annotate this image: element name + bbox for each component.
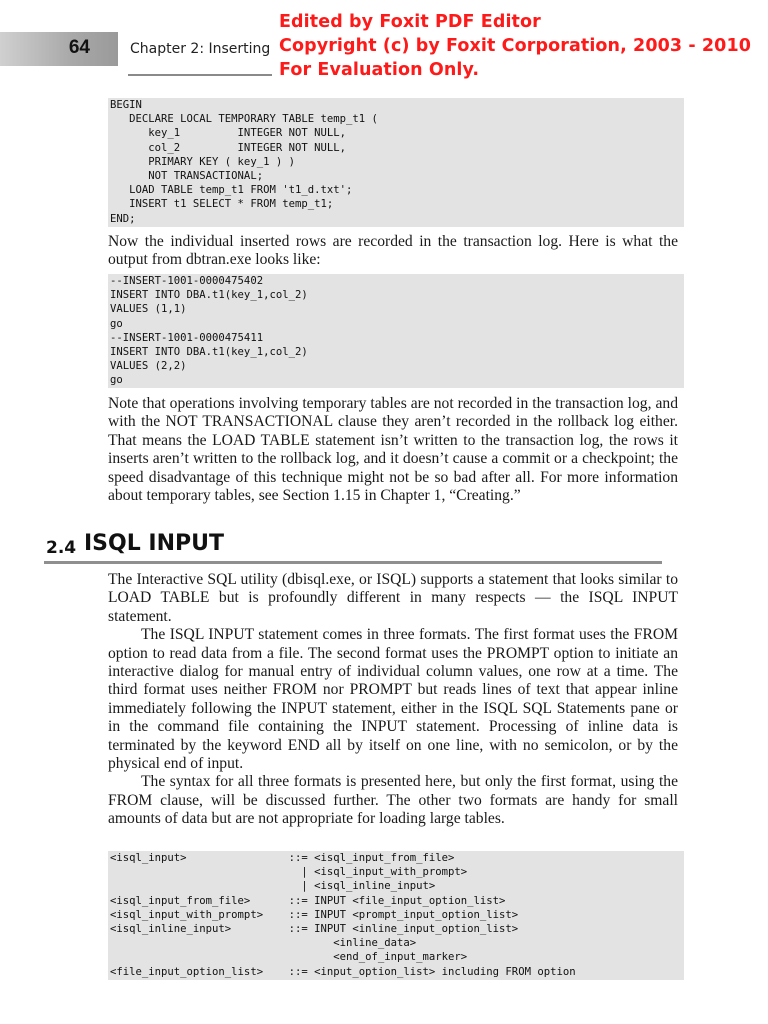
code-text: <isql_input> ::= <isql_input_from_file> | <isql_input_with_prompt> | <isql_inline_input> <isql_input_from_file> ::= INPUT <file_input_option_list> <isql_input_with_prompt> ::= INPUT <prompt_input_option_list> <isql_inline_input> ::= INPUT <inline_input_option_list> <inline_data> <end_of_input_marker> <file_input_option_list> ::= <input_option_list> including FROM option [110, 852, 576, 978]
code-block-temp-table [108, 98, 684, 227]
paragraph-text: Now the individual inserted rows are recorded in the transaction log. Here is what the output from dbtran.exe looks like: [108, 233, 678, 269]
section-number: 2.4 [46, 538, 77, 558]
running-head: Chapter 2: Inserting [130, 41, 271, 57]
code-text: BEGIN DECLARE LOCAL TEMPORARY TABLE temp_t1 ( key_1 INTEGER NOT NULL, col_2 INTEGER NOT NULL, PRIMARY KEY ( key_1 ) ) NOT TRANSACTIONAL; LOAD TABLE temp_t1 FROM 't1_d.txt'; INSERT t1 SELECT * FROM temp_t1; END; [110, 99, 378, 225]
watermark-line-3: For Evaluation Only. [279, 60, 480, 80]
section-rule [44, 561, 662, 564]
page-number-tab [0, 32, 118, 66]
paragraph-text: Note that operations involving temporary tables are not recorded in the transaction log, and with the NOT TRANSACTIONAL clause they aren’t recorded in the rollback log either. That means the LOAD TABLE statement isn’t written to the transaction log, the rows it inserts aren’t written to the rollback log, and it doesn’t cause a commit or a checkpoint; the speed disadvantage of this technique might not be so bad after all. For more information about temporary tables, see Section 1.15 in Chapter 1, “Creating.” [108, 395, 678, 505]
paragraph-intro: The Interactive SQL utility (dbisql.exe, or ISQL) supports a statement that looks similar to LOAD TABLE but is profoundly different in many respects — the ISQL INPUT statement. [108, 571, 678, 625]
paragraph-syntax: The syntax for all three formats is presented here, but only the first format, using the FROM clause, will be discussed further. The other two formats are handy for small amounts of data but are not appropriate for loading large tables. [108, 773, 678, 828]
running-head-rule [128, 74, 272, 76]
paragraph-transaction-log [108, 233, 678, 270]
section-title: ISQL INPUT [84, 531, 225, 556]
code-block-dbtran-output [108, 274, 684, 388]
paragraph-formats: The ISQL INPUT statement comes in three formats. The first format uses the FROM option to read data from a file. The second format uses the PROMPT option to initiate an interactive dialog for manual entry of individual column values, one row at a time. The third format uses neither FROM nor PROMPT but reads lines of text that appear inline immediately following the INPUT statement, either in the ISQL SQL Statements pane or in the command file containing the INPUT statement. Processing of inline data is terminated by the keyword END all by itself on one line, with no semicolon, or by the physical end of input. [108, 626, 678, 773]
code-block-isql-syntax [108, 851, 684, 980]
foxit-watermark [279, 10, 751, 82]
page-number: 64 [68, 37, 90, 58]
code-text: --INSERT-1001-0000475402 INSERT INTO DBA.t1(key_1,col_2) VALUES (1,1) go --INSERT-1001-0000475411 INSERT INTO DBA.t1(key_1,col_2) VALUES (2,2) go [110, 275, 308, 387]
watermark-line-2: Copyright (c) by Foxit Corporation, 2003 - 2010 [279, 36, 752, 56]
section-body [108, 571, 678, 829]
watermark-line-1: Edited by Foxit PDF Editor [279, 12, 541, 32]
paragraph-temporary-tables [108, 395, 678, 505]
